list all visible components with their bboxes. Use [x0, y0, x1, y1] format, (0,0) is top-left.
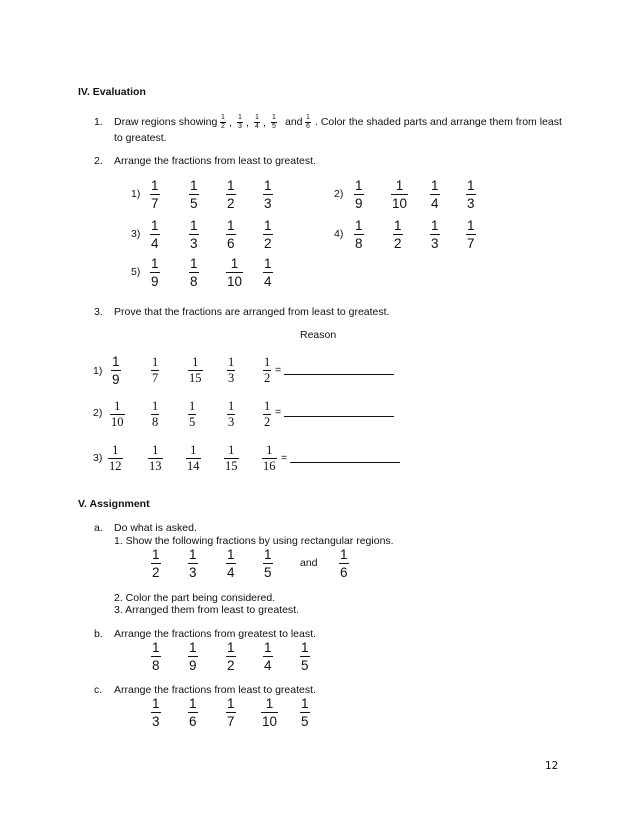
proof-row-label: 2) [93, 407, 103, 419]
denominator: 7 [467, 236, 475, 251]
numerator: 1 [228, 355, 235, 369]
equals-sign: = [281, 452, 288, 464]
comma: , [229, 117, 232, 129]
part-a-step2: 2. Color the part being considered. [114, 592, 276, 604]
denominator: 3 [238, 123, 242, 130]
denominator: 13 [149, 459, 162, 473]
fraction [263, 218, 273, 251]
fraction [151, 640, 161, 673]
item1-suffix: . Color the shaded parts and arrange them from least [315, 116, 562, 128]
fraction [150, 178, 160, 211]
denominator: 5 [264, 565, 272, 580]
numerator: 1 [272, 114, 276, 121]
group-label: 3) [131, 228, 141, 240]
numerator: 1 [189, 640, 197, 655]
denominator: 16 [263, 459, 276, 473]
fraction [300, 640, 310, 673]
denominator: 5 [301, 658, 309, 673]
denominator: 12 [109, 459, 122, 473]
fraction [263, 356, 271, 385]
fraction [111, 354, 121, 387]
numerator: 1 [114, 399, 121, 413]
numerator: 1 [227, 218, 235, 233]
numerator: 1 [266, 443, 273, 457]
numerator: 1 [152, 696, 160, 711]
denominator: 5 [189, 415, 196, 429]
part-a-text: Do what is asked. [114, 522, 197, 534]
denominator: 6 [306, 123, 310, 130]
fraction [151, 400, 159, 429]
numerator: 1 [431, 178, 439, 193]
denominator: 6 [189, 714, 197, 729]
denominator: 9 [355, 196, 363, 211]
fraction [262, 444, 277, 473]
numerator: 1 [151, 218, 159, 233]
numerator: 1 [152, 547, 160, 562]
fraction [189, 218, 199, 251]
item1-fraction [237, 114, 243, 130]
fraction [188, 400, 196, 429]
item3-text: Prove that the fractions are arranged from least to greatest. [114, 306, 390, 318]
fraction [263, 256, 273, 289]
numerator: 1 [190, 443, 197, 457]
numerator: 1 [112, 354, 120, 369]
section-iv-heading: IV. Evaluation [78, 86, 146, 98]
fraction [189, 178, 199, 211]
denominator: 8 [152, 415, 159, 429]
denominator: 2 [221, 123, 225, 130]
fraction [150, 218, 160, 251]
numerator: 1 [264, 256, 272, 271]
numerator: 1 [264, 355, 271, 369]
denominator: 10 [392, 196, 408, 211]
proof-row-label: 1) [93, 365, 103, 377]
fraction [227, 400, 235, 429]
denominator: 7 [151, 196, 159, 211]
numerator: 1 [189, 399, 196, 413]
item1-number: 1. [94, 116, 103, 128]
item1-fraction [220, 114, 226, 130]
fraction [150, 256, 160, 289]
part-c-text: Arrange the fractions from least to greatest. [114, 684, 316, 696]
numerator: 1 [221, 114, 225, 121]
denominator: 2 [227, 196, 235, 211]
fraction [430, 218, 440, 251]
item1-fraction [254, 114, 260, 130]
denominator: 3 [431, 236, 439, 251]
denominator: 8 [152, 658, 160, 673]
page-number: 12 [545, 760, 559, 772]
denominator: 4 [255, 123, 259, 130]
denominator: 3 [189, 565, 197, 580]
denominator: 2 [264, 236, 272, 251]
fraction [189, 256, 199, 289]
numerator: 1 [227, 696, 235, 711]
denominator: 3 [228, 371, 235, 385]
denominator: 15 [189, 371, 202, 385]
denominator: 2 [264, 371, 271, 385]
part-a-step3: 3. Arranged them from least to greatest. [114, 604, 300, 616]
denominator: 5 [301, 714, 309, 729]
numerator: 1 [189, 547, 197, 562]
denominator: 2 [152, 565, 160, 580]
fraction [151, 696, 161, 729]
part-a-label: a. [94, 522, 103, 534]
fraction [227, 356, 235, 385]
item2-number: 2. [94, 155, 103, 167]
numerator: 1 [152, 443, 159, 457]
fraction [110, 400, 125, 429]
part-c-label: c. [94, 684, 103, 696]
denominator: 2 [227, 658, 235, 673]
fraction [300, 696, 310, 729]
numerator: 1 [151, 256, 159, 271]
fraction [263, 547, 273, 580]
fraction [354, 178, 364, 211]
fraction [466, 218, 476, 251]
numerator: 1 [264, 178, 272, 193]
fraction [391, 178, 408, 211]
numerator: 1 [152, 399, 159, 413]
numerator: 1 [230, 256, 239, 271]
denominator: 2 [264, 415, 271, 429]
numerator: 1 [228, 443, 235, 457]
denominator: 14 [187, 459, 200, 473]
numerator: 1 [190, 218, 198, 233]
numerator: 1 [264, 218, 272, 233]
fraction [226, 696, 236, 729]
fraction [430, 178, 440, 211]
fraction [226, 640, 236, 673]
fraction [261, 696, 278, 729]
item3-number: 3. [94, 306, 103, 318]
fraction [186, 444, 201, 473]
part-b-text: Arrange the fractions from greatest to least. [114, 628, 316, 640]
denominator: 4 [431, 196, 439, 211]
reason-blank[interactable] [290, 462, 400, 463]
proof-row-label: 3) [93, 452, 103, 464]
item1-prefix: Draw regions showing [114, 116, 218, 128]
numerator: 1 [112, 443, 119, 457]
numerator: 1 [355, 218, 363, 233]
reason-label: Reason [300, 329, 337, 341]
numerator: 1 [227, 178, 235, 193]
denominator: 7 [227, 714, 235, 729]
numerator: 1 [152, 640, 160, 655]
group-label: 1) [131, 188, 141, 200]
denominator: 5 [272, 123, 276, 130]
fraction [188, 640, 198, 673]
group-label: 4) [334, 228, 344, 240]
comma: , [246, 117, 249, 129]
denominator: 3 [467, 196, 475, 211]
numerator: 1 [306, 114, 310, 121]
fraction [339, 547, 349, 580]
group-label: 5) [131, 266, 141, 278]
numerator: 1 [264, 399, 271, 413]
fraction [151, 547, 161, 580]
fraction [393, 218, 403, 251]
denominator: 3 [228, 415, 235, 429]
numerator: 1 [189, 696, 197, 711]
part-b-label: b. [94, 628, 103, 640]
fraction [263, 178, 273, 211]
numerator: 1 [192, 355, 199, 369]
numerator: 1 [265, 696, 274, 711]
denominator: 10 [262, 714, 278, 729]
numerator: 1 [355, 178, 363, 193]
denominator: 8 [190, 274, 198, 289]
fraction [263, 400, 271, 429]
denominator: 8 [355, 236, 363, 251]
fraction [108, 444, 123, 473]
fraction [226, 256, 243, 289]
fraction [188, 547, 198, 580]
denominator: 4 [151, 236, 159, 251]
denominator: 6 [227, 236, 235, 251]
numerator: 1 [395, 178, 404, 193]
fraction [224, 444, 239, 473]
denominator: 10 [111, 415, 124, 429]
and-word: and [300, 557, 318, 569]
numerator: 1 [467, 218, 475, 233]
denominator: 2 [394, 236, 402, 251]
fraction [188, 356, 203, 385]
fraction [354, 218, 364, 251]
denominator: 3 [152, 714, 160, 729]
denominator: 7 [152, 371, 159, 385]
and-word: and [285, 116, 303, 128]
group-label: 2) [334, 188, 344, 200]
denominator: 3 [264, 196, 272, 211]
numerator: 1 [264, 640, 272, 655]
reason-blank[interactable] [284, 374, 394, 375]
fraction [263, 640, 273, 673]
part-a-step1: 1. Show the following fractions by using rectangular regions. [114, 535, 394, 547]
fraction [151, 356, 159, 385]
denominator: 3 [190, 236, 198, 251]
numerator: 1 [301, 696, 309, 711]
denominator: 4 [264, 274, 272, 289]
denominator: 10 [227, 274, 243, 289]
numerator: 1 [431, 218, 439, 233]
section-v-heading: V. Assignment [78, 498, 150, 510]
numerator: 1 [228, 399, 235, 413]
numerator: 1 [190, 178, 198, 193]
denominator: 9 [151, 274, 159, 289]
numerator: 1 [152, 355, 159, 369]
fraction [466, 178, 476, 211]
item1-fraction [305, 114, 311, 130]
denominator: 5 [190, 196, 198, 211]
denominator: 9 [189, 658, 197, 673]
item1-fraction [271, 114, 277, 130]
numerator: 1 [255, 114, 259, 121]
fraction [226, 547, 236, 580]
item1-line2: to greatest. [114, 132, 167, 144]
equals-sign: = [275, 406, 282, 418]
numerator: 1 [467, 178, 475, 193]
item2-text: Arrange the fractions from least to greatest. [114, 155, 316, 167]
denominator: 4 [227, 565, 235, 580]
numerator: 1 [264, 547, 272, 562]
numerator: 1 [394, 218, 402, 233]
denominator: 9 [112, 372, 120, 387]
comma: , [263, 117, 266, 129]
numerator: 1 [340, 547, 348, 562]
numerator: 1 [238, 114, 242, 121]
numerator: 1 [151, 178, 159, 193]
fraction [148, 444, 163, 473]
numerator: 1 [190, 256, 198, 271]
numerator: 1 [301, 640, 309, 655]
reason-blank[interactable] [284, 416, 394, 417]
equals-sign: = [275, 364, 282, 376]
numerator: 1 [227, 547, 235, 562]
numerator: 1 [227, 640, 235, 655]
denominator: 15 [225, 459, 238, 473]
denominator: 6 [340, 565, 348, 580]
fraction [226, 178, 236, 211]
fraction [226, 218, 236, 251]
fraction [188, 696, 198, 729]
denominator: 4 [264, 658, 272, 673]
